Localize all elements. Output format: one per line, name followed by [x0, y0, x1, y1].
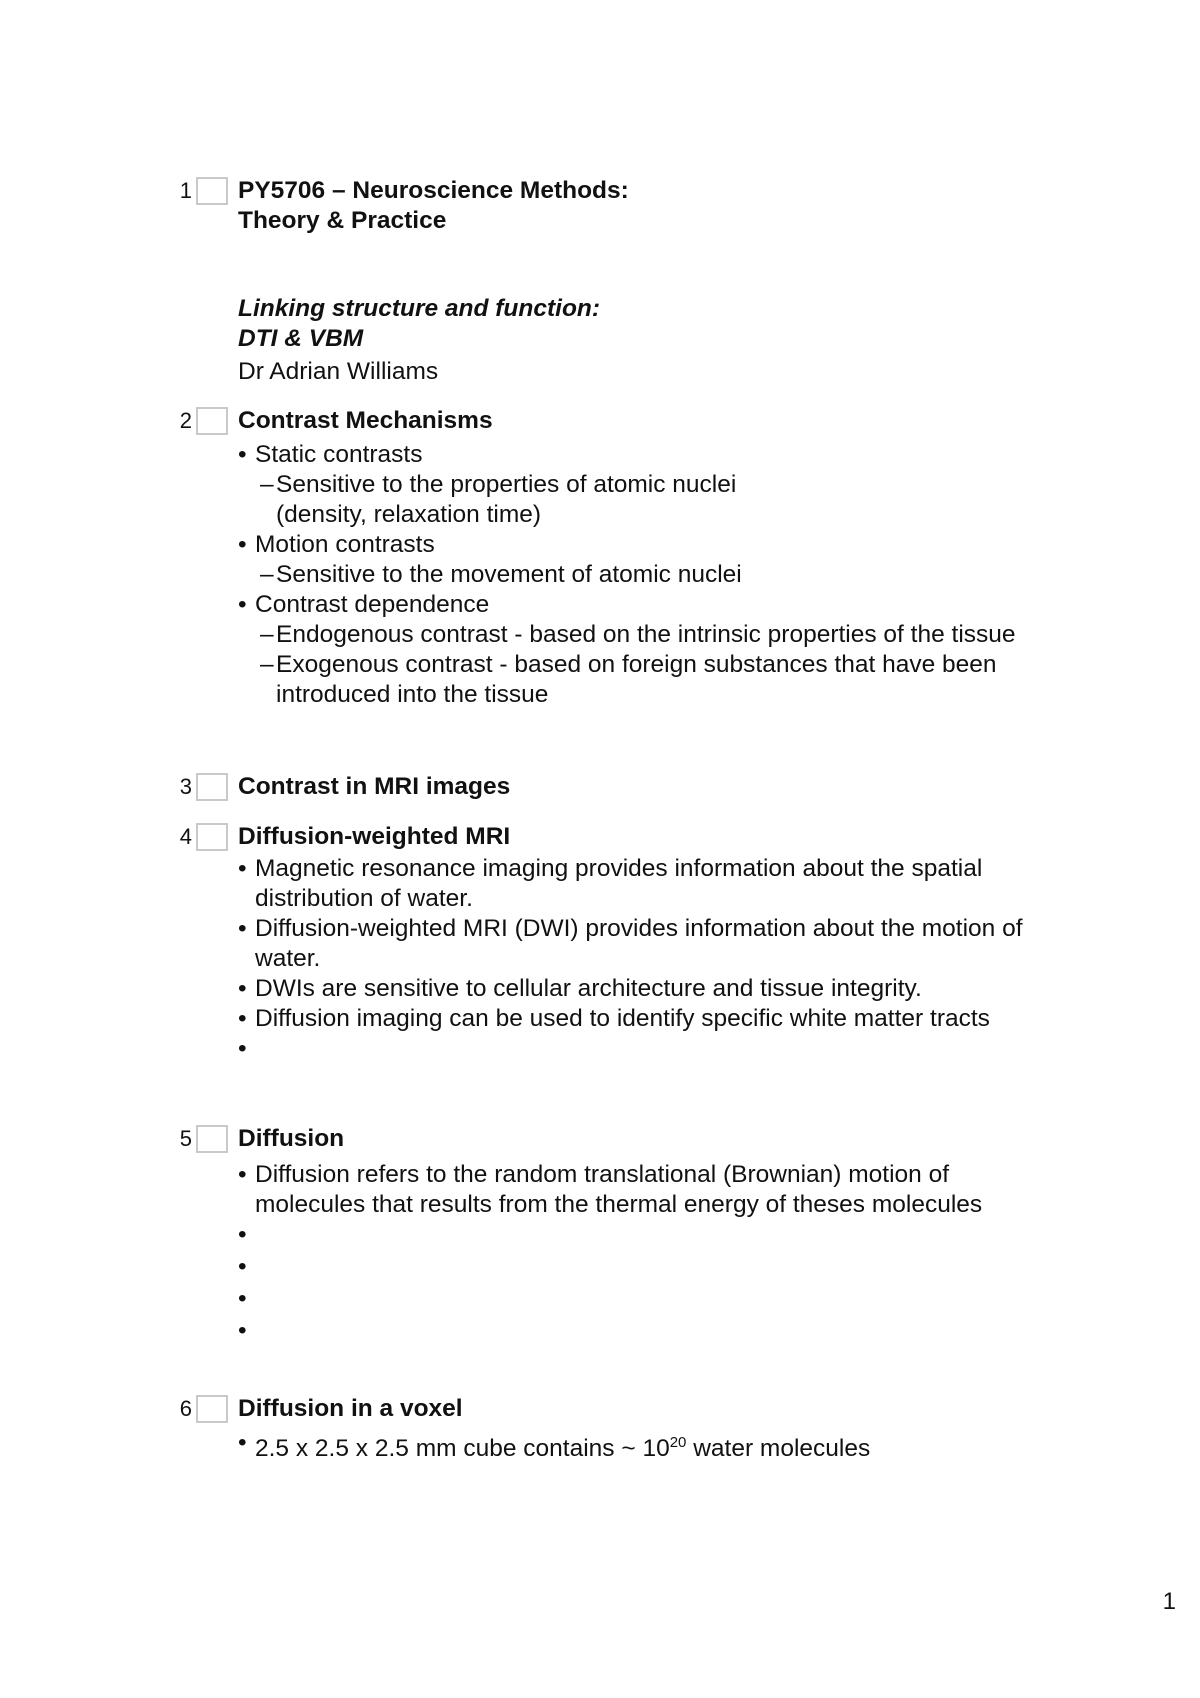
author-name: Dr Adrian Williams	[238, 358, 439, 385]
slide-number: 5	[179, 1126, 192, 1151]
slide-title: Diffusion	[238, 1125, 345, 1152]
sub-bullet-item: – Sensitive to the properties of atomic nuclei (density, relaxation time)	[238, 470, 806, 530]
slide-title: Contrast Mechanisms	[238, 407, 493, 434]
slide-subtitle-line-1: Linking structure and function:	[238, 295, 601, 322]
bullet-item: • DWIs are sensitive to cellular architecture and tissue integrity.	[238, 974, 1058, 1004]
empty-bullet-item	[238, 1034, 1058, 1066]
slide-number: 6	[179, 1396, 192, 1421]
slide-number: 1	[179, 178, 192, 203]
sub-bullet-item: – Sensitive to the movement of atomic nuclei	[238, 560, 1058, 590]
sub-bullet-item: – Endogenous contrast - based on the intrinsic properties of the tissue	[238, 620, 1058, 650]
bullet-item: • Magnetic resonance imaging provides information about the spatial distribution of water.	[238, 854, 1058, 914]
bullet-item: • Static contrasts	[238, 440, 1058, 470]
bullet-item: • Contrast dependence	[238, 590, 1058, 620]
slide-title-line-1: PY5706 – Neuroscience Methods:	[238, 177, 629, 204]
bullet-text-end: water molecules	[686, 1435, 871, 1463]
bullet-item: • Diffusion-weighted MRI (DWI) provides information about the motion of water.	[238, 914, 1058, 974]
bullet-item: • Diffusion imaging can be used to identify specific white matter tracts	[238, 1004, 1015, 1034]
bullet-text: 2.5 x 2.5 x 2.5 mm cube contains ~ 10	[255, 1435, 670, 1463]
slide-content	[238, 1124, 1058, 1348]
slide-thumbnail	[196, 1125, 228, 1153]
empty-bullet-item	[238, 1316, 1058, 1348]
slide-thumbnail	[196, 823, 228, 851]
slide-title: Diffusion in a voxel	[238, 1395, 463, 1422]
slide-content	[238, 1394, 1058, 1464]
empty-bullet-item	[238, 1252, 1058, 1284]
bullet-item: • Diffusion refers to the random translational (Brownian) motion of molecules that results from the thermal energy of theses molecules	[238, 1160, 1058, 1220]
exponent: 20	[669, 1434, 687, 1451]
slide-content	[238, 176, 1058, 387]
empty-bullet-item	[238, 1284, 1058, 1316]
page-number: 1	[1162, 1588, 1176, 1615]
slide-thumbnail	[196, 177, 228, 205]
slide-title: Diffusion-weighted MRI	[238, 823, 511, 850]
slide-content	[238, 822, 1058, 1066]
slide-number: 2	[179, 408, 192, 433]
slide-number: 3	[179, 774, 192, 799]
slide-number: 4	[179, 824, 192, 849]
empty-bullet-item	[238, 1220, 1058, 1252]
slide-title: Contrast in MRI images	[238, 773, 511, 800]
bullet-item: • Motion contrasts	[238, 530, 1058, 560]
slide-subtitle-line-2: DTI & VBM	[238, 325, 364, 352]
slide-title-line-2: Theory & Practice	[238, 207, 447, 234]
slide-thumbnail	[196, 773, 228, 801]
slide-thumbnail	[196, 1395, 228, 1423]
slide-content	[238, 406, 1058, 710]
bullet-item	[238, 1428, 1058, 1464]
slide-thumbnail	[196, 407, 228, 435]
slide-content	[238, 772, 1058, 802]
sub-bullet-item: – Exogenous contrast - based on foreign substances that have been introduced into the tissue	[238, 650, 1058, 710]
